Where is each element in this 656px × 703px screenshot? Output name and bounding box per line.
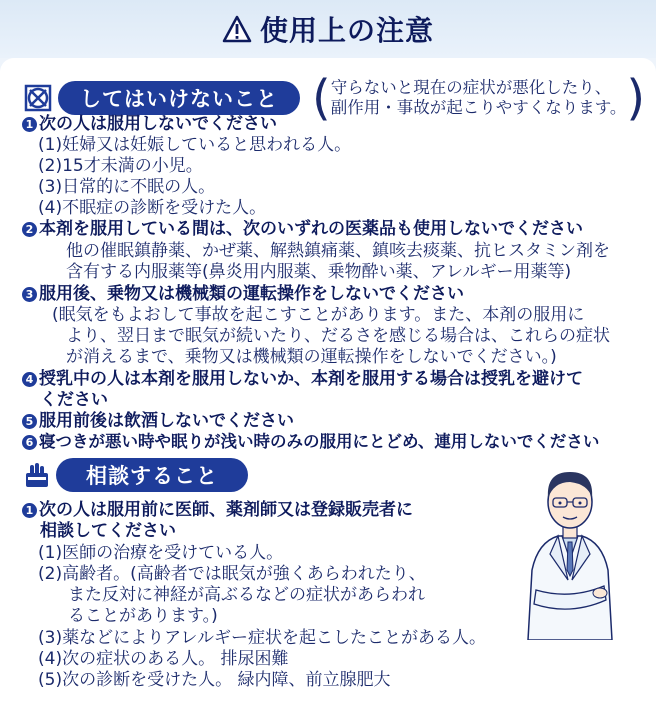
prohibited-note-text xyxy=(331,78,627,118)
title-wrap xyxy=(222,9,434,49)
open-paren: ( xyxy=(312,70,331,126)
consult-item-1 xyxy=(22,500,413,520)
item-3-heading: 服用後、乗物又は機械類の運転操作をしないでください xyxy=(39,284,464,304)
page-title: 使用上の注意 xyxy=(259,14,434,47)
number-3-icon: 3 xyxy=(22,287,37,302)
consult-number-1-icon: 1 xyxy=(22,503,37,518)
number-5-icon: 5 xyxy=(22,414,37,429)
consult-sub-2-cont-2: ることがあります。) xyxy=(68,606,218,626)
prohibited-item-3-body-1: (眠気をもよおして事故を起こすことがあります。また、本剤の服用に xyxy=(52,305,585,325)
prohibited-item-3-body-3: が消えるまで、乗物又は機械類の運転操作をしないでください。) xyxy=(66,347,557,367)
close-paren: ) xyxy=(626,70,646,126)
prohibited-sub-3: (3)日常的に不眠の人。 xyxy=(38,177,216,197)
prohibited-label: してはいけないこと xyxy=(58,81,300,115)
prohibited-item-4 xyxy=(22,369,583,389)
number-1-icon: 1 xyxy=(22,117,37,132)
prohibited-item-5 xyxy=(22,411,294,431)
prohibited-x-icon xyxy=(24,84,52,112)
consult-label: 相談すること xyxy=(56,458,248,492)
prohibited-item-2 xyxy=(22,219,583,239)
pharmacist-illustration xyxy=(510,450,630,640)
consult-item-1-heading: 次の人は服用前に医師、薬剤師又は登録販売者に xyxy=(39,500,413,520)
prohibited-item-6 xyxy=(22,432,599,452)
item-2-heading: 本剤を服用している間は、次のいずれの医薬品も使用しないでください xyxy=(39,219,583,239)
note-line-2: 副作用・事故が起こりやすくなります。 xyxy=(330,98,627,117)
prohibited-note xyxy=(312,70,646,126)
title-bar xyxy=(0,0,656,58)
prohibited-item-3-body-2: より、翌日まで眠気が続いたり、だるさを感じる場合は、これらの症状 xyxy=(66,326,610,346)
prohibited-item-1 xyxy=(22,114,277,134)
consult-sub-2-cont-1: また反対に神経が高ぶるなどの症状があらわれ xyxy=(68,585,425,605)
consult-sub-1: (1)医師の治療を受けている人。 xyxy=(38,543,284,563)
prohibited-item-2-body-1: 他の催眠鎮静薬、かぜ薬、解熱鎮痛薬、鎮咳去痰薬、抗ヒスタミン剤を xyxy=(66,241,610,261)
number-4-icon: 4 xyxy=(22,372,37,387)
warning-triangle-icon xyxy=(222,15,252,43)
number-2-icon: 2 xyxy=(22,222,37,237)
item-6-heading: 寝つきが悪い時や眠りが浅い時のみの服用にとどめ、連用しないでください xyxy=(39,432,600,451)
prohibited-item-2-body-2: 含有する内服薬等(鼻炎用内服薬、乗物酔い薬、アレルギー用薬等) xyxy=(66,262,572,282)
number-6-icon: 6 xyxy=(22,435,37,450)
item-5-heading: 服用前後は飲酒しないでください xyxy=(39,411,294,431)
note-line-1: 守らないと現在の症状が悪化したり、 xyxy=(330,78,612,97)
consult-sub-2: (2)高齢者。(高齢者では眠気が強くあらわれたり、 xyxy=(38,564,426,584)
item-1-heading: 次の人は服用しないでください xyxy=(39,114,277,134)
consult-section-header xyxy=(24,458,248,492)
prohibited-sub-2: (2)15才未満の小児。 xyxy=(38,156,203,176)
prohibited-sub-4: (4)不眠症の診断を受けた人。 xyxy=(38,198,267,218)
consult-sub-4: (4)次の症状のある人。 排尿困難 xyxy=(38,649,289,669)
consult-sub-3: (3)薬などによりアレルギー症状を起こしたことがある人。 xyxy=(38,628,486,648)
prohibited-sub-1: (1)妊婦又は妊娠していると思われる人。 xyxy=(38,135,352,155)
consult-item-1-cont: 相談してください xyxy=(40,521,176,541)
consult-hand-icon xyxy=(24,461,50,489)
consult-sub-5: (5)次の診断を受けた人。 緑内障、前立腺肥大 xyxy=(38,670,391,690)
prohibited-item-3 xyxy=(22,284,464,304)
prohibited-item-4-cont: ください xyxy=(40,390,108,410)
item-4-heading: 授乳中の人は本剤を服用しないか、本剤を服用する場合は授乳を避けて xyxy=(39,369,583,389)
